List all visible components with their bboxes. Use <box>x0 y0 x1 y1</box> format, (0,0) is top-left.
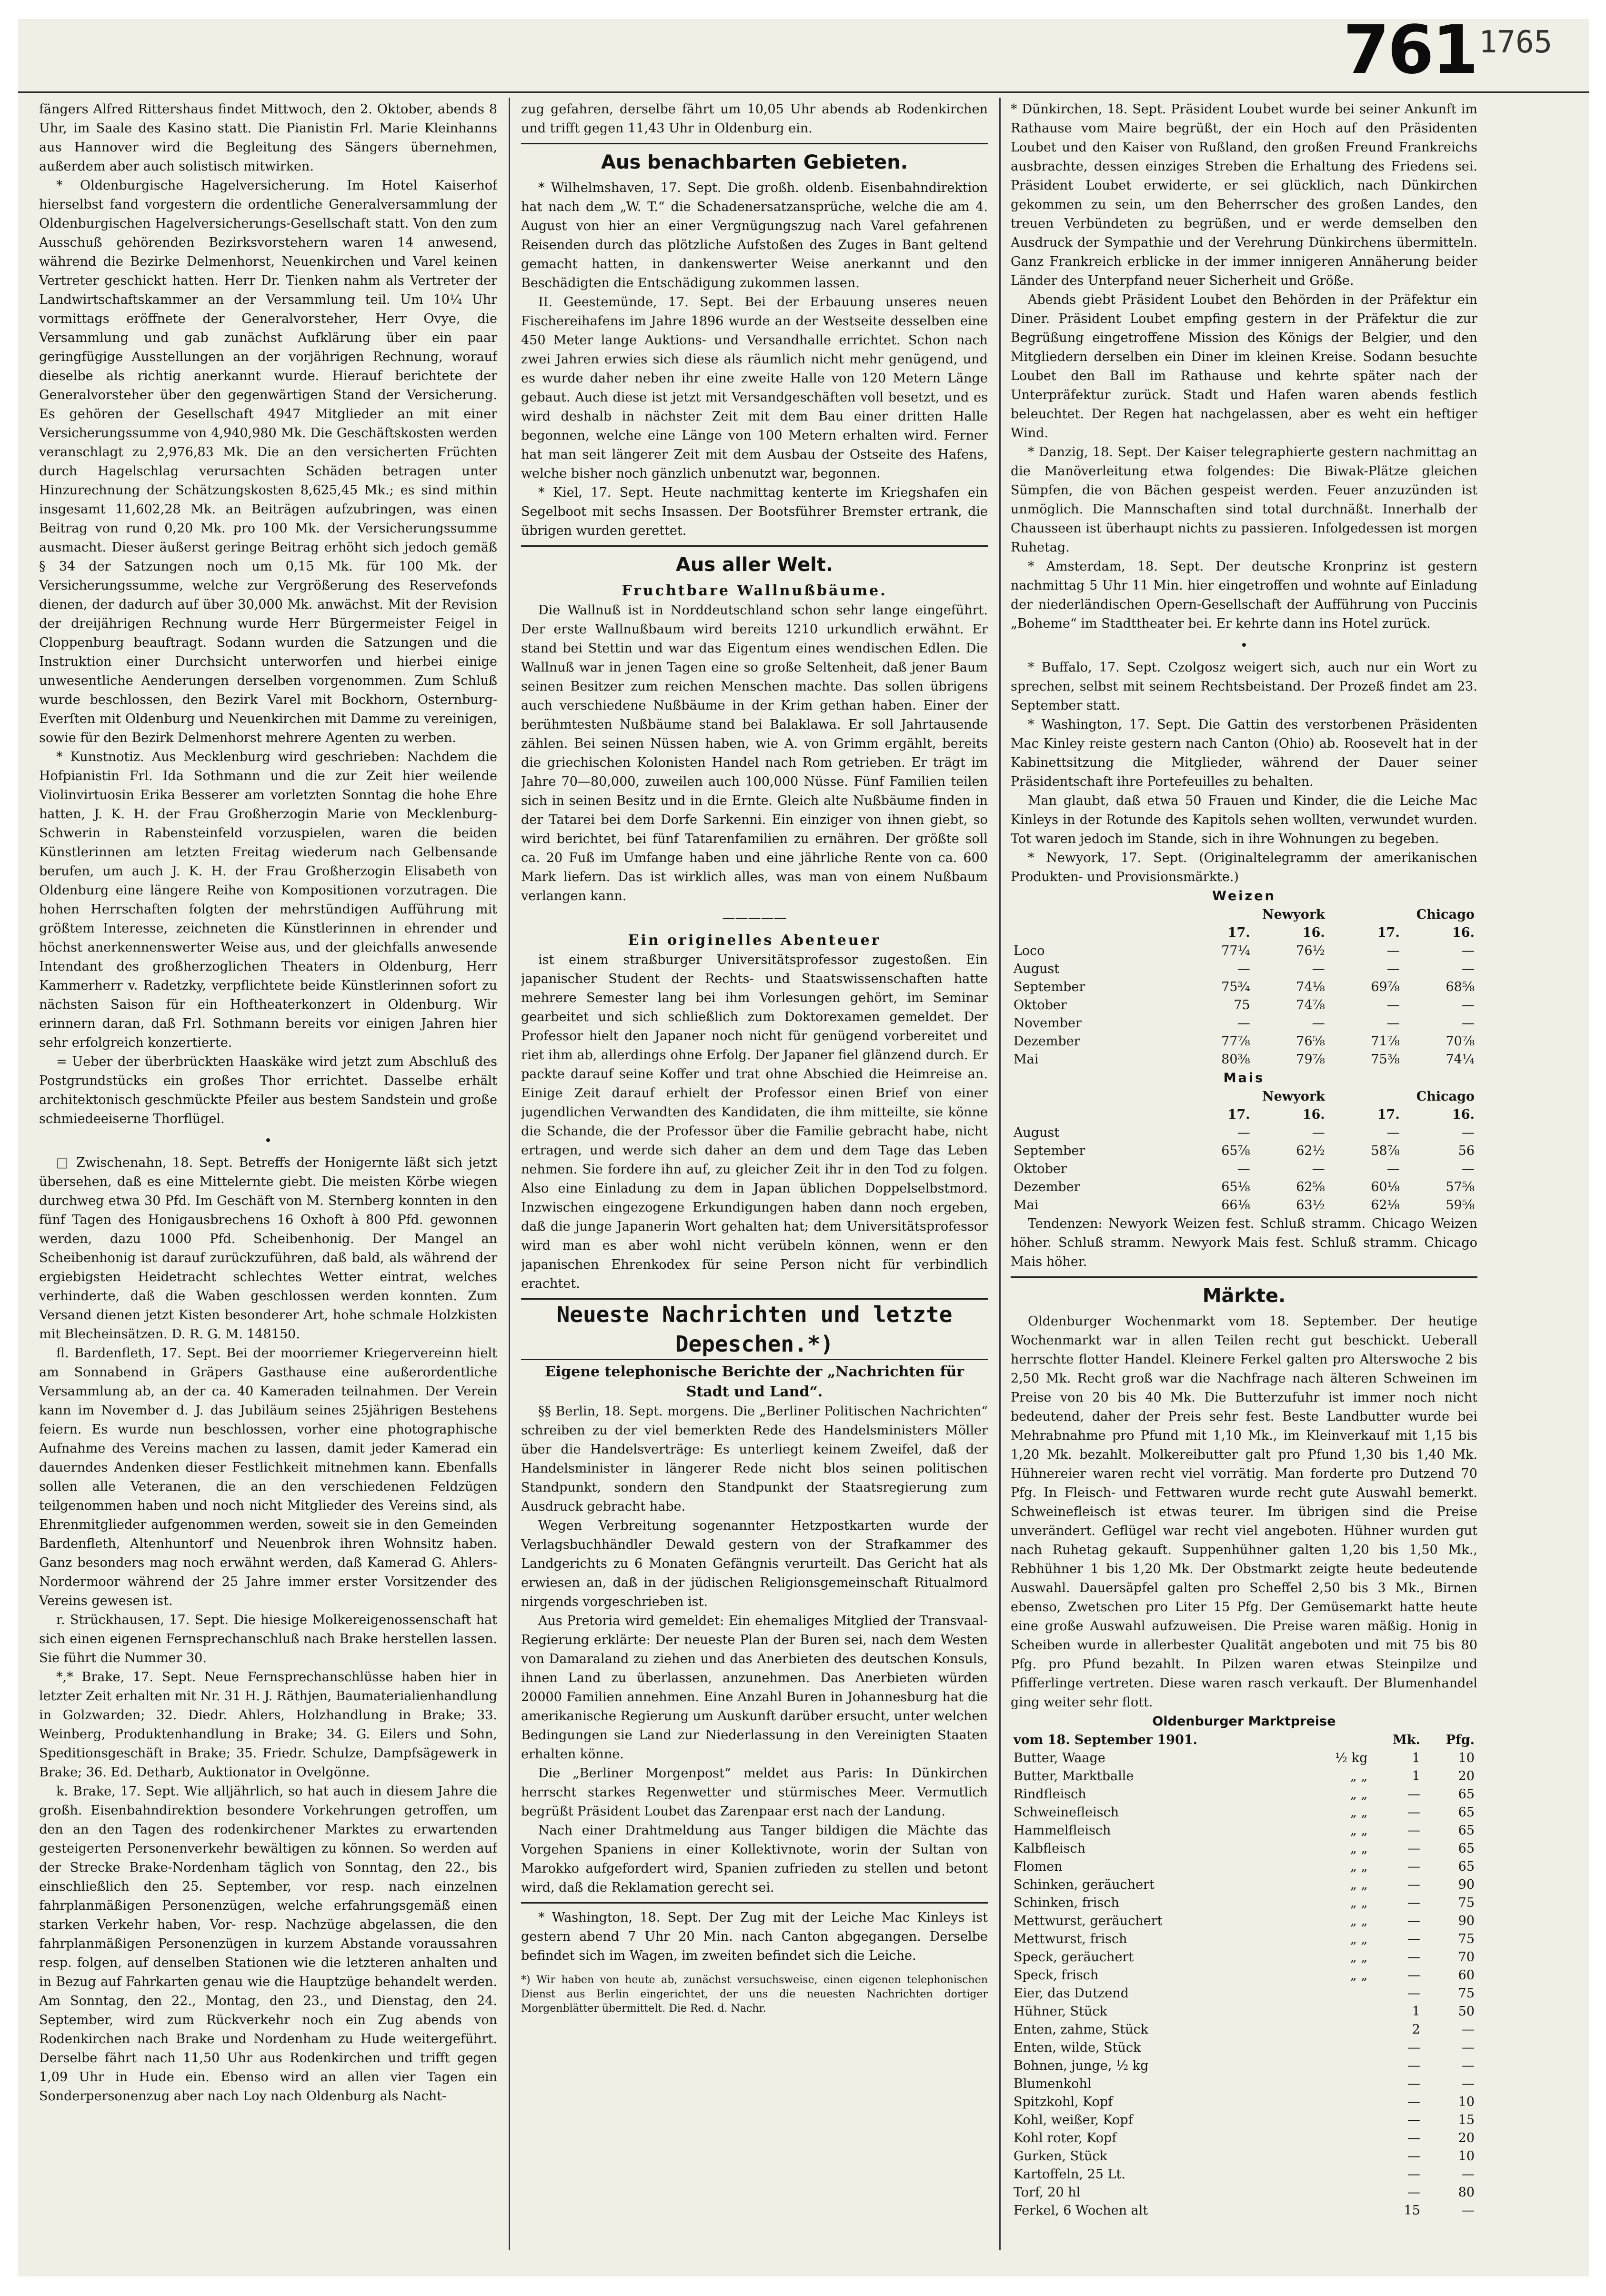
table-cell: — <box>1386 943 1400 958</box>
row-label: Speck, geräuchert <box>1014 1950 1134 1965</box>
table-cell: — <box>1462 2167 1475 2182</box>
table-cell <box>1310 2111 1371 2129</box>
price-table-header <box>1011 1731 1477 1749</box>
table-cell <box>1310 2075 1371 2093</box>
table-header-cities <box>1011 906 1477 924</box>
weizen-row <box>1011 1033 1477 1051</box>
price-row <box>1011 1749 1477 1767</box>
table-cell: 75¾ <box>1221 980 1250 994</box>
table-cell <box>1310 2039 1371 2057</box>
column-1 <box>39 100 497 2253</box>
table-cell: 58⅞ <box>1371 1143 1400 1158</box>
price-row <box>1011 1767 1477 1785</box>
table-cell: — <box>1312 1125 1325 1140</box>
article-bardenfleth: fl. Bardenfleth, 17. Sept. Bei der moorriemer Kriegervereinn hielt am Sonnabend in Gräpers Gasthause eine außerordentliche Versammlung ab, an der ca. 40 Kameraden teilnahmen. Der Verein kann im November d. J. das Jubiläum seines 25jährigen Bestehens feiern. Es wurde nun beschlossen, vorher eine photographische Aufnahme des Vereins machen zu lassen, damit jeder Kamerad ein dauerndes Andenken dieser Festlichkeit mitnehmen kann. Ebenfalls sollen alle Veteranen, die an den verschiedenen Feldzügen teilgenommen haben und noch nicht Mitglieder des Vereins sind, als Ehrenmitglieder aufgenommen werden, soweit sie in den Gemeinden Bardenfleth, Altenhuntorf und Neuenbrok ihren Wohnsitz haben. Ganz besonders mag noch erwähnt werden, daß Kamerad G. Ahlers-Nordermoor während der 25 Jahre immer erster Vorsitzender des Vereins gewesen ist. <box>39 1346 497 1608</box>
article-washington-17: * Washington, 17. Sept. Die Gattin des verstorbenen Präsidenten Mac Kinley reiste gestern nach Canton (Ohio) ab. Roosevelt hat in der Kabinettsitzung die Mitglieder, während der Dauer seiner Präsidentschaft ihre Portefeuilles zu behalten. <box>1011 717 1477 789</box>
price-row <box>1011 2129 1477 2147</box>
table-cell: — <box>1407 2149 1420 2164</box>
price-row <box>1011 1840 1477 1858</box>
section-subheading: Eigene telephonische Berichte der „Nachrichten für Stadt und Land“. <box>544 1364 964 1400</box>
table-cell: 65⅞ <box>1221 1143 1250 1158</box>
row-label: Torf, 20 hl <box>1014 2185 1081 2200</box>
row-label: August <box>1014 1125 1060 1140</box>
table-cell: 10 <box>1458 2095 1475 2109</box>
page-number: 761 <box>1343 11 1477 89</box>
table-cell: 50 <box>1458 2004 1475 2019</box>
article-berlin: §§ Berlin, 18. Sept. morgens. Die „Berliner Politischen Nachrichten“ schreiben zu der viel bemerkten Rede des Handelsministers Möller über die Handelsverträge: Es unterliegt keinem Zweifel, daß der Handelsminister in längerer Rede nicht blos seinen politischen Standpunkt, sondern den Standpunkt der Staatsregierung zum Ausdruck gebracht habe. <box>521 1404 988 1514</box>
article-kiel: * Kiel, 17. Sept. Heute nachmittag kenterte im Kriegshafen ein Segelboot mit sechs Insassen. Der Bootsführer Bremster ertrank, die übrigen wurden gerettet. <box>521 485 988 538</box>
table-cell: 65⅛ <box>1221 1180 1250 1194</box>
table-cell: — <box>1386 1016 1400 1031</box>
table-cell: 1 <box>1412 2004 1420 2019</box>
article-hetzpostkarten: Wegen Verbreitung sogenannter Hetzpostkarten wurde der Verlagsbuchhändler Dewald gestern von der Strafkammer des Landgerichts zu 6 Monaten Gefängnis verurteilt. Das Gericht hat als erwiesen an, daß in der jüdischen Religionsgemeinschaft Ritualmord nirgends vorgeschrieben ist. <box>521 1518 988 1609</box>
table-cell: — <box>1462 1162 1475 1176</box>
row-label: September <box>1014 1143 1085 1158</box>
row-label: Kartoffeln, 25 Lt. <box>1014 2167 1125 2182</box>
row-label: Butter, Marktballe <box>1014 1769 1134 1784</box>
article-tanger: Nach einer Drahtmeldung aus Tanger bildigen die Mächte das Vorgehen Spaniens in einer Kollektivnote, worin der Sultan von Marokko aufgefordert wird, Spanien zufrieden zu stellen und betont wird, daß die Reklamation gerecht sei. <box>521 1823 988 1895</box>
city-chicago: Chicago <box>1416 1089 1475 1104</box>
table-cell: 10 <box>1458 2149 1475 2164</box>
table-cell: 60⅛ <box>1371 1180 1400 1194</box>
table-cell: — <box>1237 1125 1250 1140</box>
table-cell <box>1310 2003 1371 2021</box>
row-label: Enten, wilde, Stück <box>1014 2040 1141 2055</box>
mais-title: Mais <box>1223 1071 1265 1085</box>
table-cell: 80 <box>1458 2185 1475 2200</box>
table-cell <box>1310 1985 1371 2003</box>
row-label: Schinken, geräuchert <box>1014 1877 1154 1892</box>
table-cell: — <box>1462 2058 1475 2073</box>
table-cell: 57⅝ <box>1445 1180 1475 1194</box>
row-label: Speck, frisch <box>1014 1968 1099 1983</box>
table-cell: — <box>1407 1932 1420 1946</box>
table-cell: „ „ <box>1350 1769 1368 1784</box>
table-cell: 68⅝ <box>1445 980 1475 994</box>
table-cell: „ „ <box>1350 1787 1368 1802</box>
table-cell: 56 <box>1458 1143 1475 1158</box>
row-label: Oktober <box>1014 998 1067 1013</box>
table-cell: — <box>1407 1823 1420 1838</box>
table-cell: 90 <box>1458 1877 1475 1892</box>
row-label: August <box>1014 962 1060 976</box>
separator: • <box>264 1133 272 1148</box>
table-cell: 15 <box>1404 2203 1420 2218</box>
table-cell: 77⅞ <box>1221 1034 1250 1049</box>
city-newyork: Newyork <box>1262 1089 1325 1104</box>
table-header-days <box>1011 924 1477 942</box>
table-cell <box>1310 2184 1371 2202</box>
price-row <box>1011 1858 1477 1876</box>
table-cell: 76⅝ <box>1296 1034 1325 1049</box>
article-wochenmarkt: Oldenburger Wochenmarkt vom 18. September. Der heutige Wochenmarkt war in allen Teilen recht gut beschickt. Ueberall herrschte flotter Handel. Kleinere Ferkel galten pro Alterswoche 2 bis 2,50 Mk. Recht groß war die Nachfrage nach älteren Schweinen im Preise von 20 bis 40 Mk. Die Butterzufuhr ist immer noch nicht bedeutend, daher der Preis sehr fest. Beste Landbutter wurde bei Mehrabnahme pro Pfund mit 1,10 Mk., im Kleinverkauf mit 1,15 bis 1,20 Mk. bezahlt. Molkereibutter galt pro Pfund 1,30 bis 1,40 Mk. Hühnereier waren recht viel vorrätig. Man forderte pro Dutzend 70 Pfg. In Fleisch- und Fettwaren wurde recht gute Auswahl bemerkt. Schweinefleisch ist etwas teurer. Im übrigen sind die Preise unverändert. Geflügel war recht viel angeboten. Hühner wurden gut nach Ruhetag gekauft. Suppenhühner galten 1,20 bis 1,50 Mk., Rebhühner 1 bis 1,20 Mk. Der Obstmarkt zeigte heute bedeutende Auswahl. Dauersäpfel galten pro Scheffel 2,50 bis 3 Mk., Birnen ebenso, Zwetschen pro Liter 15 Pfg. Der Gemüsemarkt hatte heute eine große Auswahl aufzuweisen. Die Preise waren mäßig. Honig in Scheiben wurde in allerbester Qualität angeboten und mit 75 bis 80 Pfg. pro Pfund bezahlt. In Pilzen waren etwas Steinpilze und Pfifferlinge vertreten. Diese waren rasch verkauft. Der Blumenhandel ging weiter sehr flott. <box>1011 1314 1477 1710</box>
table-cell: 74⅞ <box>1296 998 1325 1013</box>
price-table <box>1011 1731 1477 2220</box>
price-row <box>1011 2075 1477 2093</box>
price-row <box>1011 2093 1477 2111</box>
table-cell: — <box>1462 943 1475 958</box>
row-label: November <box>1014 1016 1082 1031</box>
weizen-row <box>1011 942 1477 960</box>
article-kunstnotiz: * Kunstnotiz. Aus Mecklenburg wird geschrieben: Nachdem die Hofpianistin Frl. Ida Sothmann und die zur Zeit hier weilende Violinvirtuosin Erika Besserer am vorletzten Sonntag die hohe Ehre hatten, J. K. H. der Frau Großherzogin Marie von Mecklenburg-Schwerin in Rabensteinfeld vorzuspielen, waren die beiden Künstlerinnen am letzten Freitag wiederum nach Gelbensande berufen, um auch J. K. H. der Frau Großherzogin Elisabeth von Oldenburg eine längere Reihe von Kompositionen vorzutragen. Die hohen Herrschaften folgten der mehrstündigen Aufführung mit größtem Interesse, zeichneten die Künstlerinnen in ehrender und höchst anerkennenswerter Weise aus, und der gleichfalls anwesende Intendant des großherzoglichen Theaters in Oldenburg, Herr Kammerherr v. Radetzky, verpflichtete beide Künstlerinnen sofort zu nächsten Saison für ein Hoftheaterkonzert in Oldenburg. Wir erinnern daran, daß Frl. Sothmann bereits vor einigen Jahren hier sehr erfolgreich konzertierte. <box>39 750 497 1050</box>
column-rule-1 <box>509 98 510 2250</box>
table-cell: — <box>1237 1016 1250 1031</box>
table-cell: — <box>1462 1125 1475 1140</box>
row-label: Gurken, Stück <box>1014 2149 1107 2164</box>
table-cell: — <box>1407 1787 1420 1802</box>
mais-row <box>1011 1178 1477 1196</box>
scan-margin <box>1589 0 1606 2296</box>
row-label: Mai <box>1014 1198 1039 1213</box>
row-label: Spitzkohl, Kopf <box>1014 2095 1113 2109</box>
table-cell: 70⅞ <box>1445 1034 1475 1049</box>
table-cell: — <box>1407 2113 1420 2127</box>
table-cell: 80⅜ <box>1221 1052 1250 1067</box>
section-heading-welt: Aus aller Welt. <box>675 554 833 576</box>
rule <box>521 1902 988 1904</box>
day-header: 17. <box>1377 1107 1400 1122</box>
price-row <box>1011 1876 1477 1894</box>
price-row <box>1011 2021 1477 2039</box>
column-2 <box>521 100 988 2253</box>
article-newyork: * Newyork, 17. Sept. (Originaltelegramm der amerikanischen Produkten- und Provisionsmärkte.) <box>1011 851 1477 884</box>
row-label: Oktober <box>1014 1162 1067 1176</box>
table-cell: 20 <box>1458 2131 1475 2146</box>
footnote: *) Wir haben von heute ab, zunächst versuchsweise, einen eigenen telephonischen Dienst aus Berlin eingerichtet, der uns die neuesten Nachrichten dortiger Morgenblätter übermittelt. Die Red. d. Nachr. <box>521 1974 988 2015</box>
table-cell: „ „ <box>1350 1805 1368 1820</box>
table-cell: — <box>1407 2058 1420 2073</box>
table-cell: — <box>1386 1125 1400 1140</box>
price-row <box>1011 2184 1477 2202</box>
table-cell: 59⅝ <box>1445 1198 1475 1213</box>
article-washington-18: * Washington, 18. Sept. Der Zug mit der Leiche Mac Kinleys ist gestern abend 7 Uhr 20 Min. nach Canton abgegangen. Derselbe befindet sich im Wagen, im zweiten befindet sich die Leiche. <box>521 1910 988 1963</box>
city-newyork: Newyork <box>1262 907 1325 922</box>
table-cell: 2 <box>1412 2022 1420 2037</box>
table-cell: 63½ <box>1296 1198 1325 1213</box>
table-cell: „ „ <box>1350 1968 1368 1983</box>
price-row <box>1011 1822 1477 1840</box>
table-cell: 75 <box>1458 1986 1475 2001</box>
table-cell <box>1310 2129 1371 2147</box>
table-cell: — <box>1407 1877 1420 1892</box>
table-header-days <box>1011 1106 1477 1124</box>
price-row <box>1011 1804 1477 1822</box>
article-haaskaeke: = Ueber der überbrückten Haaskäke wird jetzt zum Abschluß des Postgrundstücks ein großes Thor errichtet. Dasselbe erhält architektonisch geschmückte Pfeiler aus bestem Sandstein und große schmiedeeiserne Thorflügel. <box>39 1054 497 1126</box>
article-wallnuss: Die Wallnuß ist in Norddeutschland schon sehr lange eingeführt. Der erste Wallnußbaum wird bereits 1210 urkundlich erwähnt. Er stand bei Stettin und war das Eigentum eines wendischen Edlen. Die Wallnuß war in jenen Tagen eine so große Seltenheit, daß jener Baum seinen Besitzer zum reichen Menschen machte. Das sollen übrigens auch verschiedene Nußbäume in der Krim gethan haben. Einer der berühmtesten Nußbäume stand bei Balaklawa. Er soll Jahrtausende zählen. Bei seinen Nüssen haben, wie A. von Grimm ergählt, bereits die griechischen Kolonisten Handel nach Rom getrieben. Er trägt im Jahre 70—80,000, zuweilen auch 100,000 Nüsse. Fünf Familien teilen sich in seinen Besitz und in die Ernte. Gleich alte Nußbäume finden in der Tatarei bei dem Dorfe Sarkenni. Ein einziger von ihnen giebt, so wird berichtet, bei fünf Tatarenfamilien zu ernähren. Der größte soll ca. 20 Fuß im Umfange haben und eine jährliche Rente von ca. 600 Mark liefern. Das ist wirklich alles, was man von einem Nußbaum verlangen kann. <box>521 603 988 903</box>
table-cell: — <box>1312 1016 1325 1031</box>
day-header: 16. <box>1302 925 1325 940</box>
table-cell: 75 <box>1234 998 1250 1013</box>
table-cell: — <box>1386 962 1400 976</box>
weizen-row <box>1011 996 1477 1014</box>
mais-row <box>1011 1142 1477 1160</box>
table-cell: 76½ <box>1296 943 1325 958</box>
row-label: Enten, zahme, Stück <box>1014 2022 1149 2037</box>
table-cell: — <box>1462 2022 1475 2037</box>
table-cell: 79⅞ <box>1296 1052 1325 1067</box>
table-cell: „ „ <box>1350 1859 1368 1874</box>
article-heading-wallnuss: Fruchtbare Wallnußbäume. <box>622 582 887 599</box>
table-cell: 90 <box>1458 1914 1475 1928</box>
row-label: Blumenkohl <box>1014 2076 1092 2091</box>
table-cell: 65 <box>1458 1823 1475 1838</box>
price-row <box>1011 1894 1477 1912</box>
table-cell: 71⅞ <box>1371 1034 1400 1049</box>
table-cell: — <box>1407 2076 1420 2091</box>
table-cell: 1 <box>1412 1751 1420 1765</box>
column-3 <box>1011 100 1477 2253</box>
header-rule <box>18 91 1589 93</box>
price-row <box>1011 1785 1477 1804</box>
table-cell: „ „ <box>1350 1895 1368 1910</box>
table-cell: ½ kg <box>1335 1751 1368 1765</box>
row-label: Mettwurst, frisch <box>1014 1932 1127 1946</box>
row-label: Schinken, frisch <box>1014 1895 1119 1910</box>
row-label: Hammelfleisch <box>1014 1823 1111 1838</box>
separator: • <box>1240 638 1248 653</box>
article-zwischenahn: □ Zwischenahn, 18. Sept. Betreffs der Honigernte läßt sich jetzt übersehen, daß es eine Mittelernte giebt. Die meisten Körbe wiegen durchweg etwa 30 Pfd. Im Geschäft von M. Sternberg konnten in den fünf Tagen des Honigausbrechens 16 Oxhoft à 800 Pfd. gewonnen werden, dazu 1000 Pfd. Scheibenhonig. Der Mangel an Scheibenhonig ist darauf zurückzuführen, daß bald, als während der ergiebigsten Heidetracht schlechtes Wetter eintrat, welches verhinderte, daß die Waben geschlossen werden konnten. Zum Versand dienen jetzt Kisten besonderer Art, hohe schmale Holzkisten mit Blecheinsätzen. D. R. G. M. 148150. <box>39 1155 497 1342</box>
table-cell: 65 <box>1458 1841 1475 1856</box>
price-row <box>1011 2166 1477 2184</box>
row-label: Kohl roter, Kopf <box>1014 2131 1117 2146</box>
price-table-title: Oldenburger Marktpreise <box>1152 1714 1336 1729</box>
mais-row <box>1011 1160 1477 1178</box>
table-cell: — <box>1407 1914 1420 1928</box>
market-tendency: Tendenzen: Newyork Weizen fest. Schluß stramm. Chicago Weizen höher. Schluß stramm. Newyork Mais fest. Schluß stramm. Chicago Mais höher. <box>1011 1216 1477 1269</box>
table-cell: 65 <box>1458 1805 1475 1820</box>
weizen-row <box>1011 978 1477 996</box>
table-cell <box>1310 2021 1371 2039</box>
weizen-row <box>1011 1014 1477 1033</box>
day-header: 16. <box>1452 1107 1475 1122</box>
table-cell: — <box>1462 962 1475 976</box>
table-cell: — <box>1407 2095 1420 2109</box>
article-geestemuende: II. Geestemünde, 17. Sept. Bei der Erbauung unseres neuen Fischereihafens im Jahre 1896 wurde an der Westseite desselben eine 450 Meter lange Auktions- und Versandhalle errichtet. Schon nach zwei Jahren erwies sich diese als räumlich nicht mehr genügend, und es wurde daher neben ihr eine zweite Halle von 120 Metern Länge gebaut. Auch diese ist jetzt mit Versandgeschäften voll besetzt, und es wird deshalb in nächster Zeit mit dem Bau einer dritten Halle begonnen, welche eine Länge von 100 Metern erhalten wird. Ferner hat man seit längerer Zeit mit dem Ausbau der Ostseite des Hafens, welche bisher noch gänzlich unbenutzt war, begonnen. <box>521 295 988 481</box>
table-cell: 62⅛ <box>1371 1198 1400 1213</box>
table-cell: — <box>1407 1968 1420 1983</box>
day-header: 16. <box>1452 925 1475 940</box>
article-strueckhausen: r. Strückhausen, 17. Sept. Die hiesige Molkereigenossenschaft hat sich einen eigenen Fernsprechanschluß nach Brake herstellen lassen. Sie führt die Nummer 30. <box>39 1613 497 1665</box>
row-label: Mettwurst, geräuchert <box>1014 1914 1163 1928</box>
weizen-table <box>1011 906 1477 1069</box>
table-cell: 65 <box>1458 1787 1475 1802</box>
price-row <box>1011 2003 1477 2021</box>
table-cell: — <box>1386 998 1400 1013</box>
weizen-row <box>1011 960 1477 978</box>
row-label: September <box>1014 980 1085 994</box>
article-text: zug gefahren, derselbe fährt um 10,05 Uhr abends ab Rodenkirchen und trifft gegen 11,43 Uhr in Oldenburg ein. <box>521 102 988 136</box>
article-duenkirchen: * Dünkirchen, 18. Sept. Präsident Loubet wurde bei seiner Ankunft im Rathause vom Maire begrüßt, der ein Hoch auf den Präsidenten Loubet und den Kaiser von Rußland, den großen Freund Frankreichs ausbrachte, dessen einziges Streben die Erhaltung des Friedens sei. Präsident Loubet erwiderte, er sei glücklich, nach Dünkirchen gekommen zu sein, um den Beherrscher des großen Landes, den treuen Verbündeten zu begrüßen, und er werde demselben den Ausdruck der Sympathie und der Verehrung Dünkirchens übermitteln. Ganz Frankreich erblicke in der immer innigeren Annäherung beider Länder des Unterpfand neuer Sicherheit und Größe. <box>1011 102 1477 288</box>
table-cell: — <box>1462 1016 1475 1031</box>
price-row <box>1011 1966 1477 1985</box>
row-label: Ferkel, 6 Wochen alt <box>1014 2203 1148 2218</box>
row-label: Eier, das Dutzend <box>1014 1986 1129 2001</box>
table-cell: „ „ <box>1350 1932 1368 1946</box>
row-label: Mai <box>1014 1052 1039 1067</box>
price-row <box>1011 2111 1477 2129</box>
table-cell: — <box>1407 2185 1420 2200</box>
price-row <box>1011 2147 1477 2166</box>
rule <box>521 143 988 144</box>
table-cell: 75⅜ <box>1371 1052 1400 1067</box>
table-cell: — <box>1462 2040 1475 2055</box>
table-cell: — <box>1407 2040 1420 2055</box>
article-buffalo: * Buffalo, 17. Sept. Czolgosz weigert sich, auch nur ein Wort zu sprechen, selbst mit seinem Rechtsbeistand. Der Prozeß findet am 23. September statt. <box>1011 660 1477 713</box>
section-heading-depeschen: Neueste Nachrichten und letzte Depeschen.*) <box>521 1298 988 1360</box>
row-label: Bohnen, junge, ½ kg <box>1014 2058 1149 2073</box>
article-duenkirchen-abend: Abends giebt Präsident Loubet den Behörden in der Präfektur ein Diner. Präsident Loubet empfing gestern in der Präfektur die zur Begrüßung eingetroffene Mission des Königs der Belgier, und den Mitgliedern derselben ein Diner im kleinen Kreise. Sodann besuchte Loubet den Ball im Rathause und kehrte später nach der Unterpräfektur zurück. Stadt und Hafen waren abends festlich beleuchtet. Der Regen hat nachgelassen, aber es weht ein heftiger Wind. <box>1011 292 1477 441</box>
table-cell: 15 <box>1458 2113 1475 2127</box>
article-brake-bahn: k. Brake, 17. Sept. Wie alljährlich, so hat auch in diesem Jahre die großh. Eisenbahndirektion besondere Vorkehrungen getroffen, um den an den Tagen des rodenkirchener Marktes zu erwartenden gesteigerten Personenverkehr bewältigen zu können. So werden auf der Strecke Brake-Nordenham täglich von Sonntag, den 22., bis einschließlich den 25. September, vor resp. nach einzelnen fahrplanmäßigen Personenzügen, welche erfahrungsgemäß einen starken Verkehr haben, Vor- resp. Nachzüge abgelassen, die den fahrplanmäßigen Personenzügen in kurzem Abstande voraussahren resp. folgen, auf denselben Stationen wie die letzteren anhalten und in Bezug auf Fahrkarten genau wie die Hauptzüge behandelt werden. Am Sonntag, den 22., Montag, den 23., und Dienstag, den 24. September, wird zum Rückverkehr noch ein Zug abends von Rodenkirchen nach Brake und Nordenham zu Hude weitergeführt. Derselbe fährt nach 11,50 Uhr aus Rodenkirchen und trifft gegen 1,09 Uhr in Hude ein. Ebenso wird an allen vier Tagen ein Sonderpersonenzug aber nach Loy nach Oldenburg als Nacht- <box>39 1784 497 2104</box>
table-cell: — <box>1407 1841 1420 1856</box>
table-cell: 62½ <box>1296 1143 1325 1158</box>
table-cell <box>1310 2057 1371 2075</box>
row-label: Kohl, weißer, Kopf <box>1014 2113 1133 2127</box>
article-hagelversicherung: * Oldenburgische Hagelversicherung. Im Hotel Kaiserhof hierselbst fand vorgestern die ordentliche Generalversammlung der Oldenburgischen Hagelversicherungs-Gesellschaft statt. Von den zum Ausschuß gehörenden Bezirksvorstehern waren 14 anwesend, während die Bezirke Delmenhorst, Neuenkirchen und Varel keinen Vertreter geschickt hatten. Herr Dr. Tienken nahm als Vertreter der Landwirtschaftskammer an der Versammlung teil. Um 10¼ Uhr vormittags eröffnete der Generalvorsteher, Herr Ovye, die Versammlung und gab zunächst Aufklärung über ein paar geringfügige Ausstellungen an der vorjährigen Rechnung, worauf dieselbe als richtig anerkannt wurde. Hierauf berichtete der Generalvorsteher über den gegenwärtigen Stand der Versicherung. Es gehören der Gesellschaft 4947 Mitglieder an mit einer Versicherungssumme von 4,940,980 Mk. Die Geschäftskosten werden veranschlagt zu 2,976,83 Mk. Die an den versicherten Früchten durch Hagelschlag verursachten Schäden betragen unter Hinzurechnung der Schätzungskosten 8,625,45 Mk.; es sind mithin insgesamt 11,602,28 Mk. an Beiträgen aufzubringen, was einen Beitrag von rund 0,20 Mk. pro 100 Mk. der Versicherungssumme ausmacht. Dieser äußerst geringe Beitrag erhöht sich jedoch gemäß § 34 der Satzungen noch um 0,15 Mk. für 100 Mk. der Versicherungssumme, welche zur Vergrößerung des Reservefonds dienen, der dadurch auf über 30,000 Mk. anwächst. Mit der Revision der dreijährigen Rechnung wurde Herr Bürgermeister Feigel in Cloppenburg beauftragt. Sodann wurden die Satzungen und die Instruktion einer Durchsicht unterworfen und hierbei einige unwesentliche Aenderungen derselben vorgenommen. Zum Schluß wurde beschlossen, den Bezirk Varel mit Bockhorn, Osternburg-Everſten mit Oldenburg und Neuenkirchen mit Damme zu vereinigen, sowie für den Bezirk Delmenhorst mehrere Agenten zu werben. <box>39 178 497 745</box>
row-label: Butter, Waage <box>1014 1751 1105 1765</box>
section-heading-nachbar: Aus benachbarten Gebieten. <box>601 151 908 173</box>
table-cell: 77¼ <box>1221 943 1250 958</box>
table-cell: 10 <box>1458 1751 1475 1765</box>
table-cell: — <box>1462 2203 1475 2218</box>
table-cell: „ „ <box>1350 1841 1368 1856</box>
table-cell: 20 <box>1458 1769 1475 1784</box>
article-amsterdam: * Amsterdam, 18. Sept. Der deutsche Kronprinz ist gestern nachmittag 5 Uhr 11 Min. hier eingetroffen und wohnte auf Einladung der niederländischen Opern-Gesellschaft der Aufführung von Puccinis „Boheme“ im Stadttheater bei. Er kehrte dann ins Hotel zurück. <box>1011 559 1477 631</box>
table-cell: 66⅛ <box>1221 1198 1250 1213</box>
price-row <box>1011 1930 1477 1948</box>
table-cell: — <box>1312 962 1325 976</box>
table-cell: — <box>1237 962 1250 976</box>
price-row <box>1011 2039 1477 2057</box>
table-cell: 60 <box>1458 1968 1475 1983</box>
table-cell: 75 <box>1458 1932 1475 1946</box>
rule <box>521 545 988 547</box>
price-row <box>1011 1912 1477 1930</box>
row-label: Loco <box>1014 943 1045 958</box>
article-paris: Die „Berliner Morgenpost“ meldet aus Paris: In Dünkirchen herrscht starkes Regenwetter und stürmisches Meer. Vermutlich begrüßt Präsident Loubet das Zarenpaar erst nach der Landung. <box>521 1766 988 1819</box>
row-label: Hühner, Stück <box>1014 2004 1108 2019</box>
table-cell <box>1310 2147 1371 2166</box>
table-cell: 1 <box>1412 1769 1420 1784</box>
column-rule-2 <box>999 98 1001 2250</box>
weizen-title: Weizen <box>1212 889 1276 903</box>
table-cell: „ „ <box>1350 1950 1368 1965</box>
table-cell: — <box>1407 2131 1420 2146</box>
header-mark: Mk. <box>1392 1733 1420 1747</box>
table-cell: — <box>1407 1950 1420 1965</box>
section-heading-maerkte: Märkte. <box>1202 1285 1286 1307</box>
table-cell <box>1310 2166 1371 2184</box>
article-text: fängers Alfred Rittershaus findet Mittwoch, den 2. Oktober, abends 8 Uhr, im Saale des Kasino statt. Die Pianistin Frl. Marie Kleinhanns aus Hannover wird die Begleitung des Sängers übernehmen, außerdem aber auch solistisch mitwirken. <box>39 102 497 174</box>
price-row <box>1011 2057 1477 2075</box>
row-label: Flomen <box>1014 1859 1063 1874</box>
weizen-row <box>1011 1051 1477 1069</box>
table-cell: 75 <box>1458 1895 1475 1910</box>
price-row <box>1011 1948 1477 1966</box>
mais-table <box>1011 1088 1477 1214</box>
table-cell: „ „ <box>1350 1823 1368 1838</box>
mais-row <box>1011 1124 1477 1142</box>
table-header-cities <box>1011 1088 1477 1106</box>
article-brake-fernsprech: *,* Brake, 17. Sept. Neue Fernsprechanschlüsse haben hier in letzter Zeit erhalten mit Nr. 31 H. J. Räthjen, Baumaterialienhandlung in Golzwarden; 32. Diedr. Ahlers, Holzhandlung in Brake; 33. Weinberg, Produktenhandlung in Brake; 34. G. Eilers und Sohn, Speditionsgeschäft in Brake; 35. Friedr. Schulze, Dampfsägewerk in Brake; 36. Ed. Detharb, Auktionator in Ovelgönne. <box>39 1670 497 1780</box>
day-header: 17. <box>1227 1107 1250 1122</box>
table-cell: — <box>1312 1162 1325 1176</box>
table-cell: — <box>1407 1895 1420 1910</box>
row-label: Dezember <box>1014 1180 1080 1194</box>
table-cell: 65 <box>1458 1859 1475 1874</box>
table-cell: 70 <box>1458 1950 1475 1965</box>
table-cell: „ „ <box>1350 1914 1368 1928</box>
table-cell: 74¼ <box>1445 1052 1475 1067</box>
table-cell: — <box>1237 1162 1250 1176</box>
row-label: Rindfleisch <box>1014 1787 1086 1802</box>
article-pretoria: Aus Pretoria wird gemeldet: Ein ehemaliges Mitglied der Transvaal-Regierung erklärte: Der neueste Plan der Buren sei, nach dem Westen von Damaraland zu ziehen und das Anerbieten des deutschen Konsuls, ihnen Land zu überlassen, anzunehmen. Das Anerbieten würden 20000 Familien annehmen. Eine Anzahl Buren in Johannesburg hat die amerikanische Regierung um Auskunft darüber ersucht, unter welchen Bedingungen sie Land zur Niederlassung in den Vereinigten Staaten erhalten könne. <box>521 1614 988 1762</box>
table-cell: — <box>1407 1859 1420 1874</box>
table-cell: — <box>1462 998 1475 1013</box>
table-cell: — <box>1407 1805 1420 1820</box>
price-row <box>1011 1985 1477 2003</box>
table-cell: — <box>1407 2167 1420 2182</box>
row-label: Kalbfleisch <box>1014 1841 1086 1856</box>
table-cell: — <box>1407 1986 1420 2001</box>
mais-row <box>1011 1196 1477 1214</box>
table-cell: 69⅞ <box>1371 980 1400 994</box>
day-header: 17. <box>1377 925 1400 940</box>
price-date: vom 18. September 1901. <box>1014 1733 1198 1747</box>
row-label: Schweinefleisch <box>1014 1805 1119 1820</box>
archive-number: 1765 <box>1479 25 1553 60</box>
price-row <box>1011 2202 1477 2220</box>
rule <box>1011 1276 1477 1278</box>
article-abenteuer: ist einem straßburger Universitätsprofessor zugestoßen. Ein japanischer Student der Rechts- und Staatswissenschaften hatte mehrere Semester lang bei ihm Vorlesungen gehört, im Seminar gearbeitet und sich schließlich zum Doktorexamen gemeldet. Der Professor hielt den Japaner noch nicht für genügend vorbereitet und riet ihm ab, allerdings ohne Erfolg. Der Japaner fiel glänzend durch. Er packte darauf seine Koffer und trat ohne Abschied die Heimreise an. Einige Zeit darauf erhielt der Professor einen Brief von einer jugendlichen Verwandten des Kandidaten, die ihm mitteilte, sie könne die Schande, die der Professor über die Familie gebracht habe, nicht ertragen, und werde sich daher an dem und dem Tage das Leben nehmen. Sie fordere ihn auf, zu gleicher Zeit ihr in den Tod zu folgen. Also eine Einladung zu dem in Japan üblichen Doppelselbstmord. Inzwischen eingezogene Erkundigungen haben dann noch ergeben, daß die junge Japanerin Wort gehalten hat; dem Universitätsprofessor wird man es aber wohl nicht verübeln können, wenn er den japanischen Ehrenkodex für seine Person nicht für verbindlich erachtet. <box>521 952 988 1291</box>
article-heading-abenteuer: Ein originelles Abenteuer <box>628 932 881 949</box>
table-cell <box>1310 2202 1371 2220</box>
table-cell: — <box>1462 2076 1475 2091</box>
separator: ————— <box>722 911 787 925</box>
day-header: 17. <box>1227 925 1250 940</box>
table-cell: 74⅛ <box>1296 980 1325 994</box>
table-cell: — <box>1386 1162 1400 1176</box>
row-label: Dezember <box>1014 1034 1080 1049</box>
table-cell <box>1310 2093 1371 2111</box>
city-chicago: Chicago <box>1416 907 1475 922</box>
article-wilhelmshaven: * Wilhelmshaven, 17. Sept. Die großh. oldenb. Eisenbahndirektion hat nach dem „W. T.“ die Schadenersatzansprüche, welche die am 4. August von hier an einer Vergnügungszug nach Varel gefahrenen Reisenden durch das plötzliche Aufstoßen des Zuges in Bant geltend gemacht hatten, in dankenswerter Weise anerkannt und den Beschädigten die Entschädigung zukommen lassen. <box>521 180 988 291</box>
header-pfennig: Pfg. <box>1445 1733 1475 1747</box>
table-cell: 62⅝ <box>1296 1180 1325 1194</box>
table-cell: „ „ <box>1350 1877 1368 1892</box>
day-header: 16. <box>1302 1107 1325 1122</box>
article-washington-verwundet: Man glaubt, daß etwa 50 Frauen und Kinder, die die Leiche Mac Kinleys in der Rotunde des Kapitols sehen wollten, verwundet wurden. Tot waren jedoch im Stande, sich in ihre Wohnungen zu begeben. <box>1011 793 1477 846</box>
article-danzig: * Danzig, 18. Sept. Der Kaiser telegraphierte gestern nachmittag an die Manöverleitung etwa folgendes: Die Biwak-Plätze gleichen Sümpfen, die von Bächen gespeist werden. Feuer anzuzünden ist unmöglich. Die Mannschaften sind total durchnäßt. Innerhalb der Chausseen ist überhaupt nichts zu passieren. Infolgedessen ist morgen Ruhetag. <box>1011 445 1477 555</box>
